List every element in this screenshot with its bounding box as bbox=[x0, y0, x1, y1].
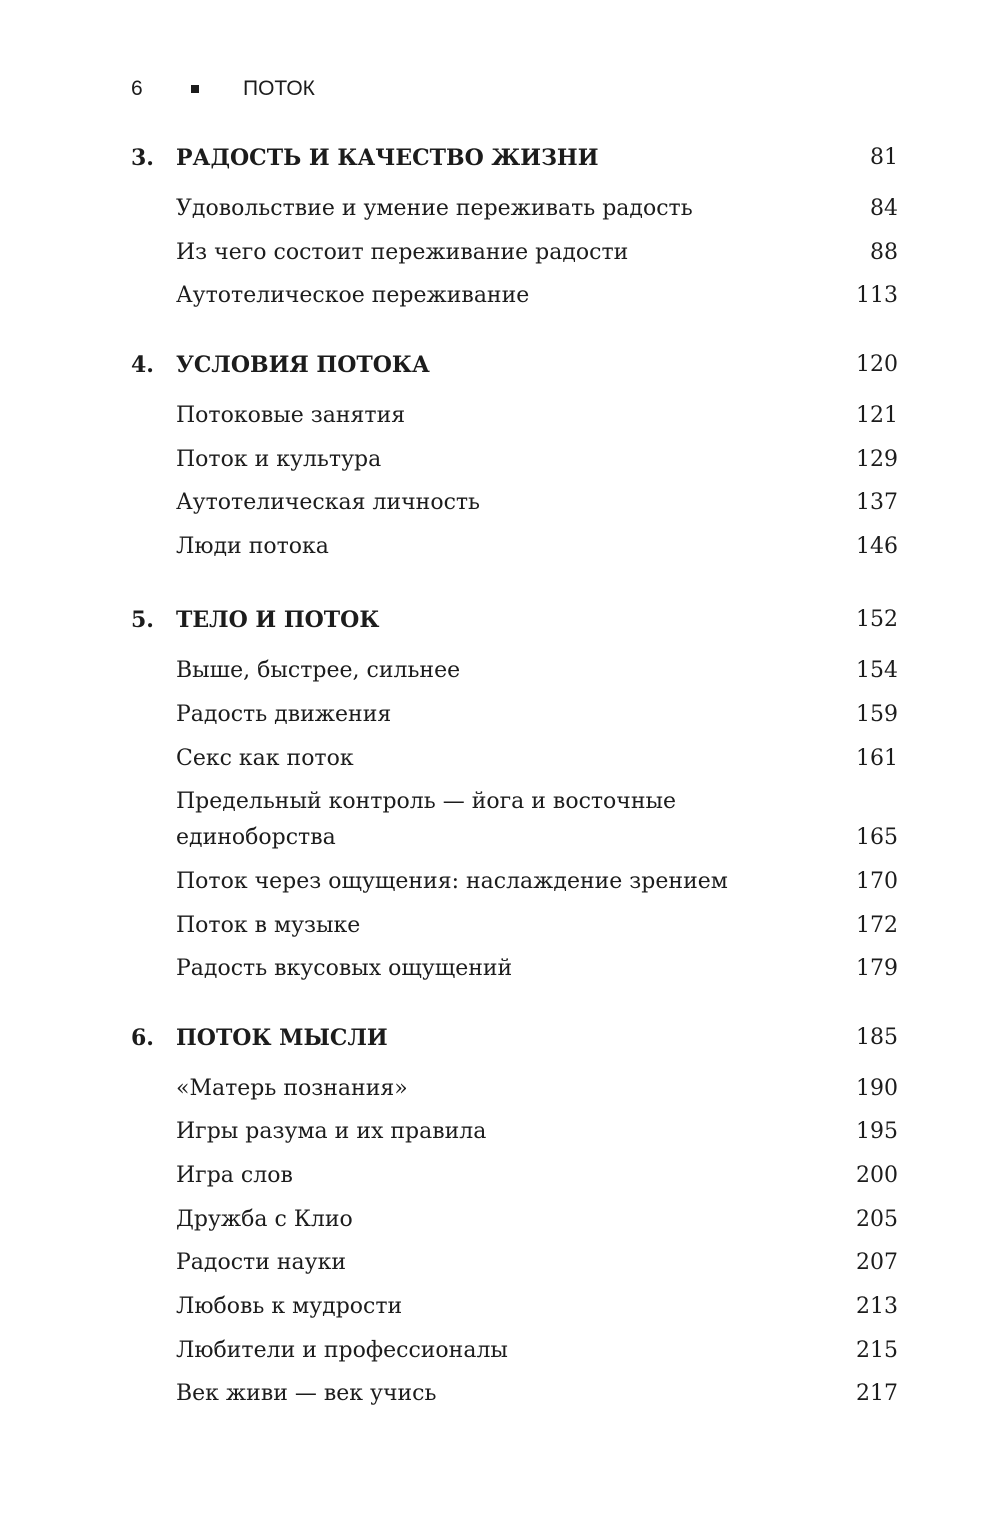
chapter-number: 3. bbox=[131, 145, 154, 171]
section-page: 217 bbox=[856, 1381, 898, 1406]
section-page: 146 bbox=[856, 534, 898, 559]
chapter-title: РАДОСТЬ И КАЧЕСТВО ЖИЗНИ bbox=[176, 145, 599, 171]
chapter-title: ПОТОК МЫСЛИ bbox=[176, 1025, 388, 1051]
section-page: 200 bbox=[856, 1163, 898, 1188]
section-title: Любители и профессионалы bbox=[176, 1338, 508, 1363]
chapter-title: УСЛОВИЯ ПОТОКА bbox=[176, 352, 430, 378]
section-page: 137 bbox=[856, 490, 898, 515]
section-title: Секс как поток bbox=[176, 746, 354, 771]
section-title: Поток через ощущения: наслаждение зрением bbox=[176, 869, 728, 894]
chapter-page: 152 bbox=[856, 607, 898, 632]
section-page: 84 bbox=[870, 196, 898, 221]
section-title-line2: единоборства bbox=[176, 825, 336, 850]
section-title: Потоковые занятия bbox=[176, 403, 406, 428]
section-page: 205 bbox=[856, 1207, 898, 1232]
section-page: 161 bbox=[856, 746, 898, 771]
chapter-page: 81 bbox=[870, 145, 898, 170]
section-title: Поток и культура bbox=[176, 447, 382, 472]
chapter-page: 185 bbox=[856, 1025, 898, 1050]
section-title: Аутотелическое переживание bbox=[176, 283, 530, 308]
section-title: Любовь к мудрости bbox=[176, 1294, 403, 1319]
chapter-title: ТЕЛО И ПОТОК bbox=[176, 607, 380, 633]
section-title: Поток в музыке bbox=[176, 913, 361, 938]
running-header bbox=[131, 74, 315, 104]
section-page: 129 bbox=[856, 447, 898, 472]
page-number: 6 bbox=[131, 77, 143, 100]
section-page: 213 bbox=[856, 1294, 898, 1319]
square-bullet-icon bbox=[191, 85, 199, 93]
running-title: ПОТОК bbox=[243, 77, 315, 100]
section-title: Игры разума и их правила bbox=[176, 1119, 487, 1144]
section-title: Радости науки bbox=[176, 1250, 346, 1275]
section-title: Предельный контроль — йога и восточные bbox=[176, 789, 677, 814]
section-title: Аутотелическая личность bbox=[176, 490, 481, 515]
section-page: 190 bbox=[856, 1076, 898, 1101]
section-title: Из чего состоит переживание радости bbox=[176, 240, 629, 265]
chapter-number: 4. bbox=[131, 352, 154, 378]
section-page: 215 bbox=[856, 1338, 898, 1363]
section-page: 195 bbox=[856, 1119, 898, 1144]
section-title: Выше, быстрее, сильнее bbox=[176, 658, 461, 683]
section-page: 172 bbox=[856, 913, 898, 938]
chapter-page: 120 bbox=[856, 352, 898, 377]
section-page: 159 bbox=[856, 702, 898, 727]
section-page: 154 bbox=[856, 658, 898, 683]
section-title: Век живи — век учись bbox=[176, 1381, 437, 1406]
section-page: 113 bbox=[856, 283, 898, 308]
section-page: 121 bbox=[856, 403, 898, 428]
chapter-number: 5. bbox=[131, 607, 154, 633]
section-page: 170 bbox=[856, 869, 898, 894]
section-title: Радость вкусовых ощущений bbox=[176, 956, 513, 981]
section-title: Радость движения bbox=[176, 702, 392, 727]
chapter-number: 6. bbox=[131, 1025, 154, 1051]
section-title: Люди потока bbox=[176, 534, 329, 559]
section-title: «Матерь познания» bbox=[176, 1076, 408, 1101]
section-page: 88 bbox=[870, 240, 898, 265]
section-title: Игра слов bbox=[176, 1163, 293, 1188]
section-title: Дружба с Клио bbox=[176, 1207, 353, 1232]
section-title: Удовольствие и умение переживать радость bbox=[176, 196, 693, 221]
section-page: 179 bbox=[856, 956, 898, 981]
section-page: 207 bbox=[856, 1250, 898, 1275]
section-page: 165 bbox=[856, 825, 898, 850]
